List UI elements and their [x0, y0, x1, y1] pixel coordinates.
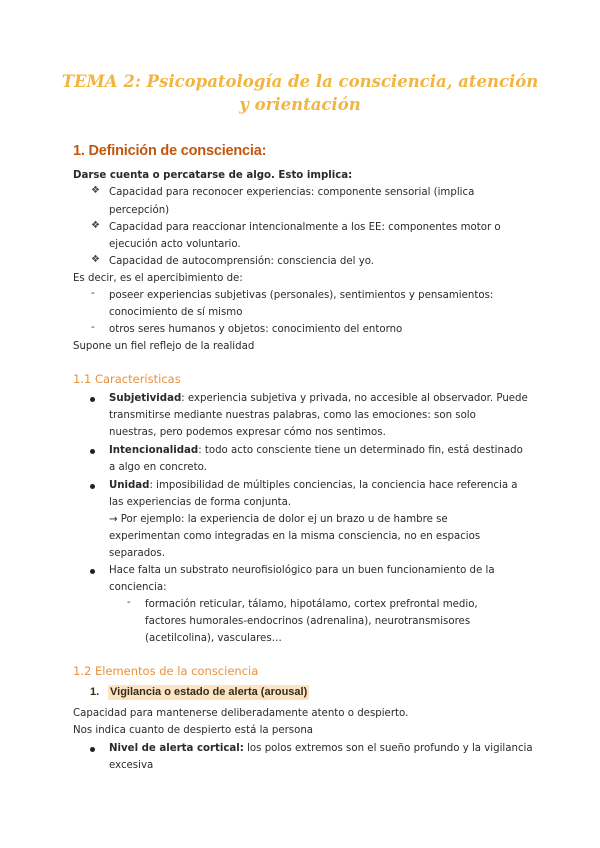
vigilancia-p2: Nos indica cuanto de despierto está la persona: [73, 725, 314, 736]
implica-item-2-line-2: ejecución acto voluntario.: [109, 239, 241, 250]
section-1-intro: Darse cuenta o percatarse de algo. Esto implica:: [73, 170, 353, 181]
title-line-2: y orientación: [239, 95, 361, 114]
implica-item-1-line-2: percepción): [109, 205, 170, 216]
implica-item-3: Capacidad de autocomprensión: consciencia del yo.: [109, 256, 375, 267]
sustrato-sub-line-1: formación reticular, tálamo, hipotálamo, cortex prefrontal medio,: [145, 599, 478, 610]
supone-text: Supone un fiel reflejo de la realidad: [73, 341, 255, 352]
diamond-bullet-icon: ❖: [91, 220, 100, 231]
unidad-line-4: experimentan como integradas en la misma consciencia, no en espacios: [109, 531, 481, 542]
diamond-bullet-icon: ❖: [91, 254, 100, 265]
unidad-line-5: separados.: [109, 548, 165, 559]
section-1-heading: 1. Definición de consciencia:: [73, 143, 267, 159]
section-1-2-heading: 1.2 Elementos de la consciencia: [73, 664, 259, 678]
dash-bullet: -: [91, 322, 95, 333]
subjetividad-line-1: Subjetividad: experiencia subjetiva y privada, no accesible al observador. Puede: [109, 393, 528, 404]
bullet-dot: [90, 569, 95, 574]
subjetividad-line-3: nuestras, pero podemos expresar cómo nos sentimos.: [109, 427, 386, 438]
nivel-line-2: excesiva: [109, 760, 154, 771]
unidad-line-3: → Por ejemplo: la experiencia de dolor ej un brazo u de hambre se: [109, 514, 448, 525]
bullet-dot: [90, 484, 95, 489]
intencionalidad-line-1: Intencionalidad: todo acto consciente tiene un determinado fin, está destinado: [109, 445, 523, 456]
nivel-line-1: Nivel de alerta cortical: los polos extremos son el sueño profundo y la vigilancia: [109, 743, 533, 754]
dash-bullet: -: [91, 288, 95, 299]
dash-bullet: -: [127, 597, 131, 608]
sustrato-sub-line-2: factores humorales-endocrinos (adrenalina), neurotransmisores: [145, 616, 471, 627]
document-title: [40, 70, 560, 116]
subjetividad-line-2: transmitirse mediante nuestras palabras, como las emociones: son solo: [109, 410, 476, 421]
apercibimiento-item-1-line-2: conocimiento de sí mismo: [109, 307, 243, 318]
unidad-line-2: las experiencias de forma conjunta.: [109, 497, 292, 508]
vigilancia-p1: Capacidad para mantenerse deliberadamente atento o despierto.: [73, 708, 409, 719]
bullet-dot: [90, 397, 95, 402]
apercibimiento-item-2: otros seres humanos y objetos: conocimiento del entorno: [109, 324, 403, 335]
highlighted-subheading: Vigilancia o estado de alerta (arousal): [110, 686, 308, 698]
unidad-line-1: Unidad: imposibilidad de múltiples conciencias, la conciencia hace referencia a: [109, 480, 518, 491]
implica-item-1-line-1: Capacidad para reconocer experiencias: componente sensorial (implica: [109, 187, 475, 198]
title-line-1: TEMA 2: Psicopatología de la consciencia, atención: [61, 72, 539, 91]
sustrato-line-2: conciencia:: [109, 582, 167, 593]
es-decir-text: Es decir, es el apercibimiento de:: [73, 273, 243, 284]
bullet-dot: [90, 747, 95, 752]
diamond-bullet-icon: ❖: [91, 185, 100, 196]
bullet-dot: [90, 449, 95, 454]
item-number: 1.: [90, 686, 100, 698]
implica-item-2-line-1: Capacidad para reaccionar intencionalmente a los EE: componentes motor o: [109, 222, 501, 233]
apercibimiento-item-1-line-1: poseer experiencias subjetivas (personales), sentimientos y pensamientos:: [109, 290, 494, 301]
sustrato-line-1: Hace falta un substrato neurofisiológico para un buen funcionamiento de la: [109, 565, 495, 576]
sustrato-sub-line-3: (acetilcolina), vasculares…: [145, 633, 282, 644]
section-1-1-heading: 1.1 Características: [73, 372, 181, 386]
intencionalidad-line-2: a algo en concreto.: [109, 462, 207, 473]
